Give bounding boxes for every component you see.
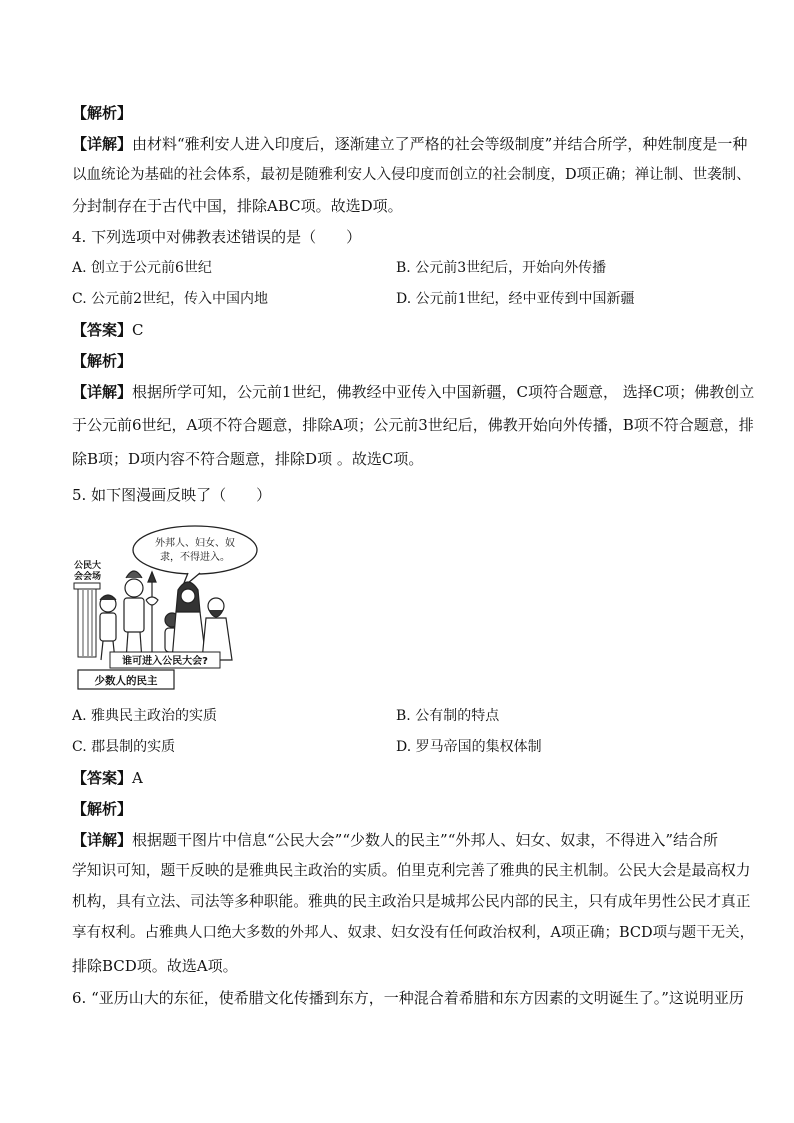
q5-option-a: A. 雅典民主政治的实质 (72, 708, 218, 724)
q3-detail-line-3: 分封制存在于古代中国，排除ABC项。故选D项。 (72, 197, 403, 215)
q4-option-a: A. 创立于公元前6世纪 (72, 260, 212, 276)
analysis-tag: 【解析】 (72, 800, 133, 818)
sign-line-2: 会会场 (74, 572, 102, 582)
caption-text: 少数人的民主 (94, 675, 158, 687)
q4-option-c: C. 公元前2世纪，传入中国内地 (72, 291, 269, 307)
detail-tag: 【详解】 (72, 831, 133, 849)
q4-detail-line-1 (72, 382, 754, 402)
q4-option-d: D. 公元前1世纪，经中亚传到中国新疆 (396, 291, 635, 307)
detail-tag: 【详解】 (72, 383, 133, 401)
q5-option-b: B. 公有制的特点 (396, 708, 500, 724)
q3-detail-line-1 (72, 134, 754, 154)
q5-detail-line-3: 机构，具有立法、司法等多种职能。雅典的民主政治只是城邦公民内部的民主，只有成年男性公民才真正 (72, 893, 751, 910)
q3-detail-line-2: 以血统论为基础的社会体系，最初是随雅利安人入侵印度而创立的社会制度，D项正确；禅让制、世袭制、 (72, 167, 751, 183)
q4-analysis-heading (72, 351, 132, 371)
detail-text: 由材料“雅利安人进入印度后，逐渐建立了严格的社会等级制度”并结合所学，种姓制度是一种 (132, 135, 748, 153)
speech-bubble (133, 526, 257, 574)
q3-analysis-heading (72, 103, 132, 123)
q5-detail-line-2: 学知识可知，题干反映的是雅典民主政治的实质。伯里克利完善了雅典的民主机制。公民大会是最高权力 (72, 862, 751, 879)
q5-detail-line-4: 享有权利。占雅典人口绝大多数的外邦人、奴隶、妇女没有任何政治权利，A项正确；BCD项与题干无关， (72, 925, 755, 941)
question-text: 谁可进入公民大会? (122, 656, 208, 667)
guard-figure-2 (124, 571, 158, 662)
q5-stem: 5. 如下图漫画反映了（ ） (72, 486, 272, 504)
q4-answer (72, 320, 144, 340)
analysis-tag: 【解析】 (72, 352, 133, 370)
q4-stem: 4. 下列选项中对佛教表述错误的是（ ） (72, 228, 362, 246)
q6-stem: 6. “亚历山大的东征，使希腊文化传播到东方，一种混合着希腊和东方因素的文明诞生了。”这说明亚历 (72, 989, 744, 1007)
speech-line-2: 隶，不得进入。 (160, 552, 230, 563)
detail-tag: 【详解】 (72, 135, 133, 153)
q5-detail-line-5: 排除BCD项。故选A项。 (72, 957, 238, 975)
answer-tag: 【答案】 (72, 321, 133, 339)
q5-detail-line-1 (72, 830, 754, 850)
q4-detail-line-3: 除B项；D项内容不符合题意，排除D项 。故选C项。 (72, 450, 424, 468)
sign-line-1: 公民大 (74, 561, 102, 571)
q5-option-c: C. 郡县制的实质 (72, 739, 176, 755)
answer-tag: 【答案】 (72, 769, 133, 787)
detail-text: 根据所学可知，公元前1世纪，佛教经中亚传入中国新疆，C项符合题意， 选择C项；佛教创立 (132, 383, 755, 401)
detail-text: 根据题干图片中信息“公民大会”“少数人的民主”“外邦人、妇女、奴隶，不得进入”结合所 (132, 831, 719, 849)
q4-detail-line-2: 于公元前6世纪，A项不符合题意，排除A项；公元前3世纪后，佛教开始向外传播，B项不符合题意，排 (72, 416, 754, 434)
guard-figure-1 (100, 595, 116, 660)
comic-illustration (70, 520, 300, 692)
q5-option-d: D. 罗马帝国的集权体制 (396, 739, 542, 755)
analysis-tag: 【解析】 (72, 104, 133, 122)
q5-analysis-heading (72, 799, 132, 819)
woman-figure (172, 582, 206, 660)
answer-value: A (132, 769, 143, 787)
answer-value: C (132, 321, 144, 339)
greek-column-icon (74, 583, 100, 657)
bearded-man-figure (202, 598, 232, 660)
speech-line-1: 外邦人、妇女、奴 (155, 538, 235, 549)
q5-answer (72, 768, 143, 788)
q4-option-b: B. 公元前3世纪后，开始向外传播 (396, 260, 607, 276)
